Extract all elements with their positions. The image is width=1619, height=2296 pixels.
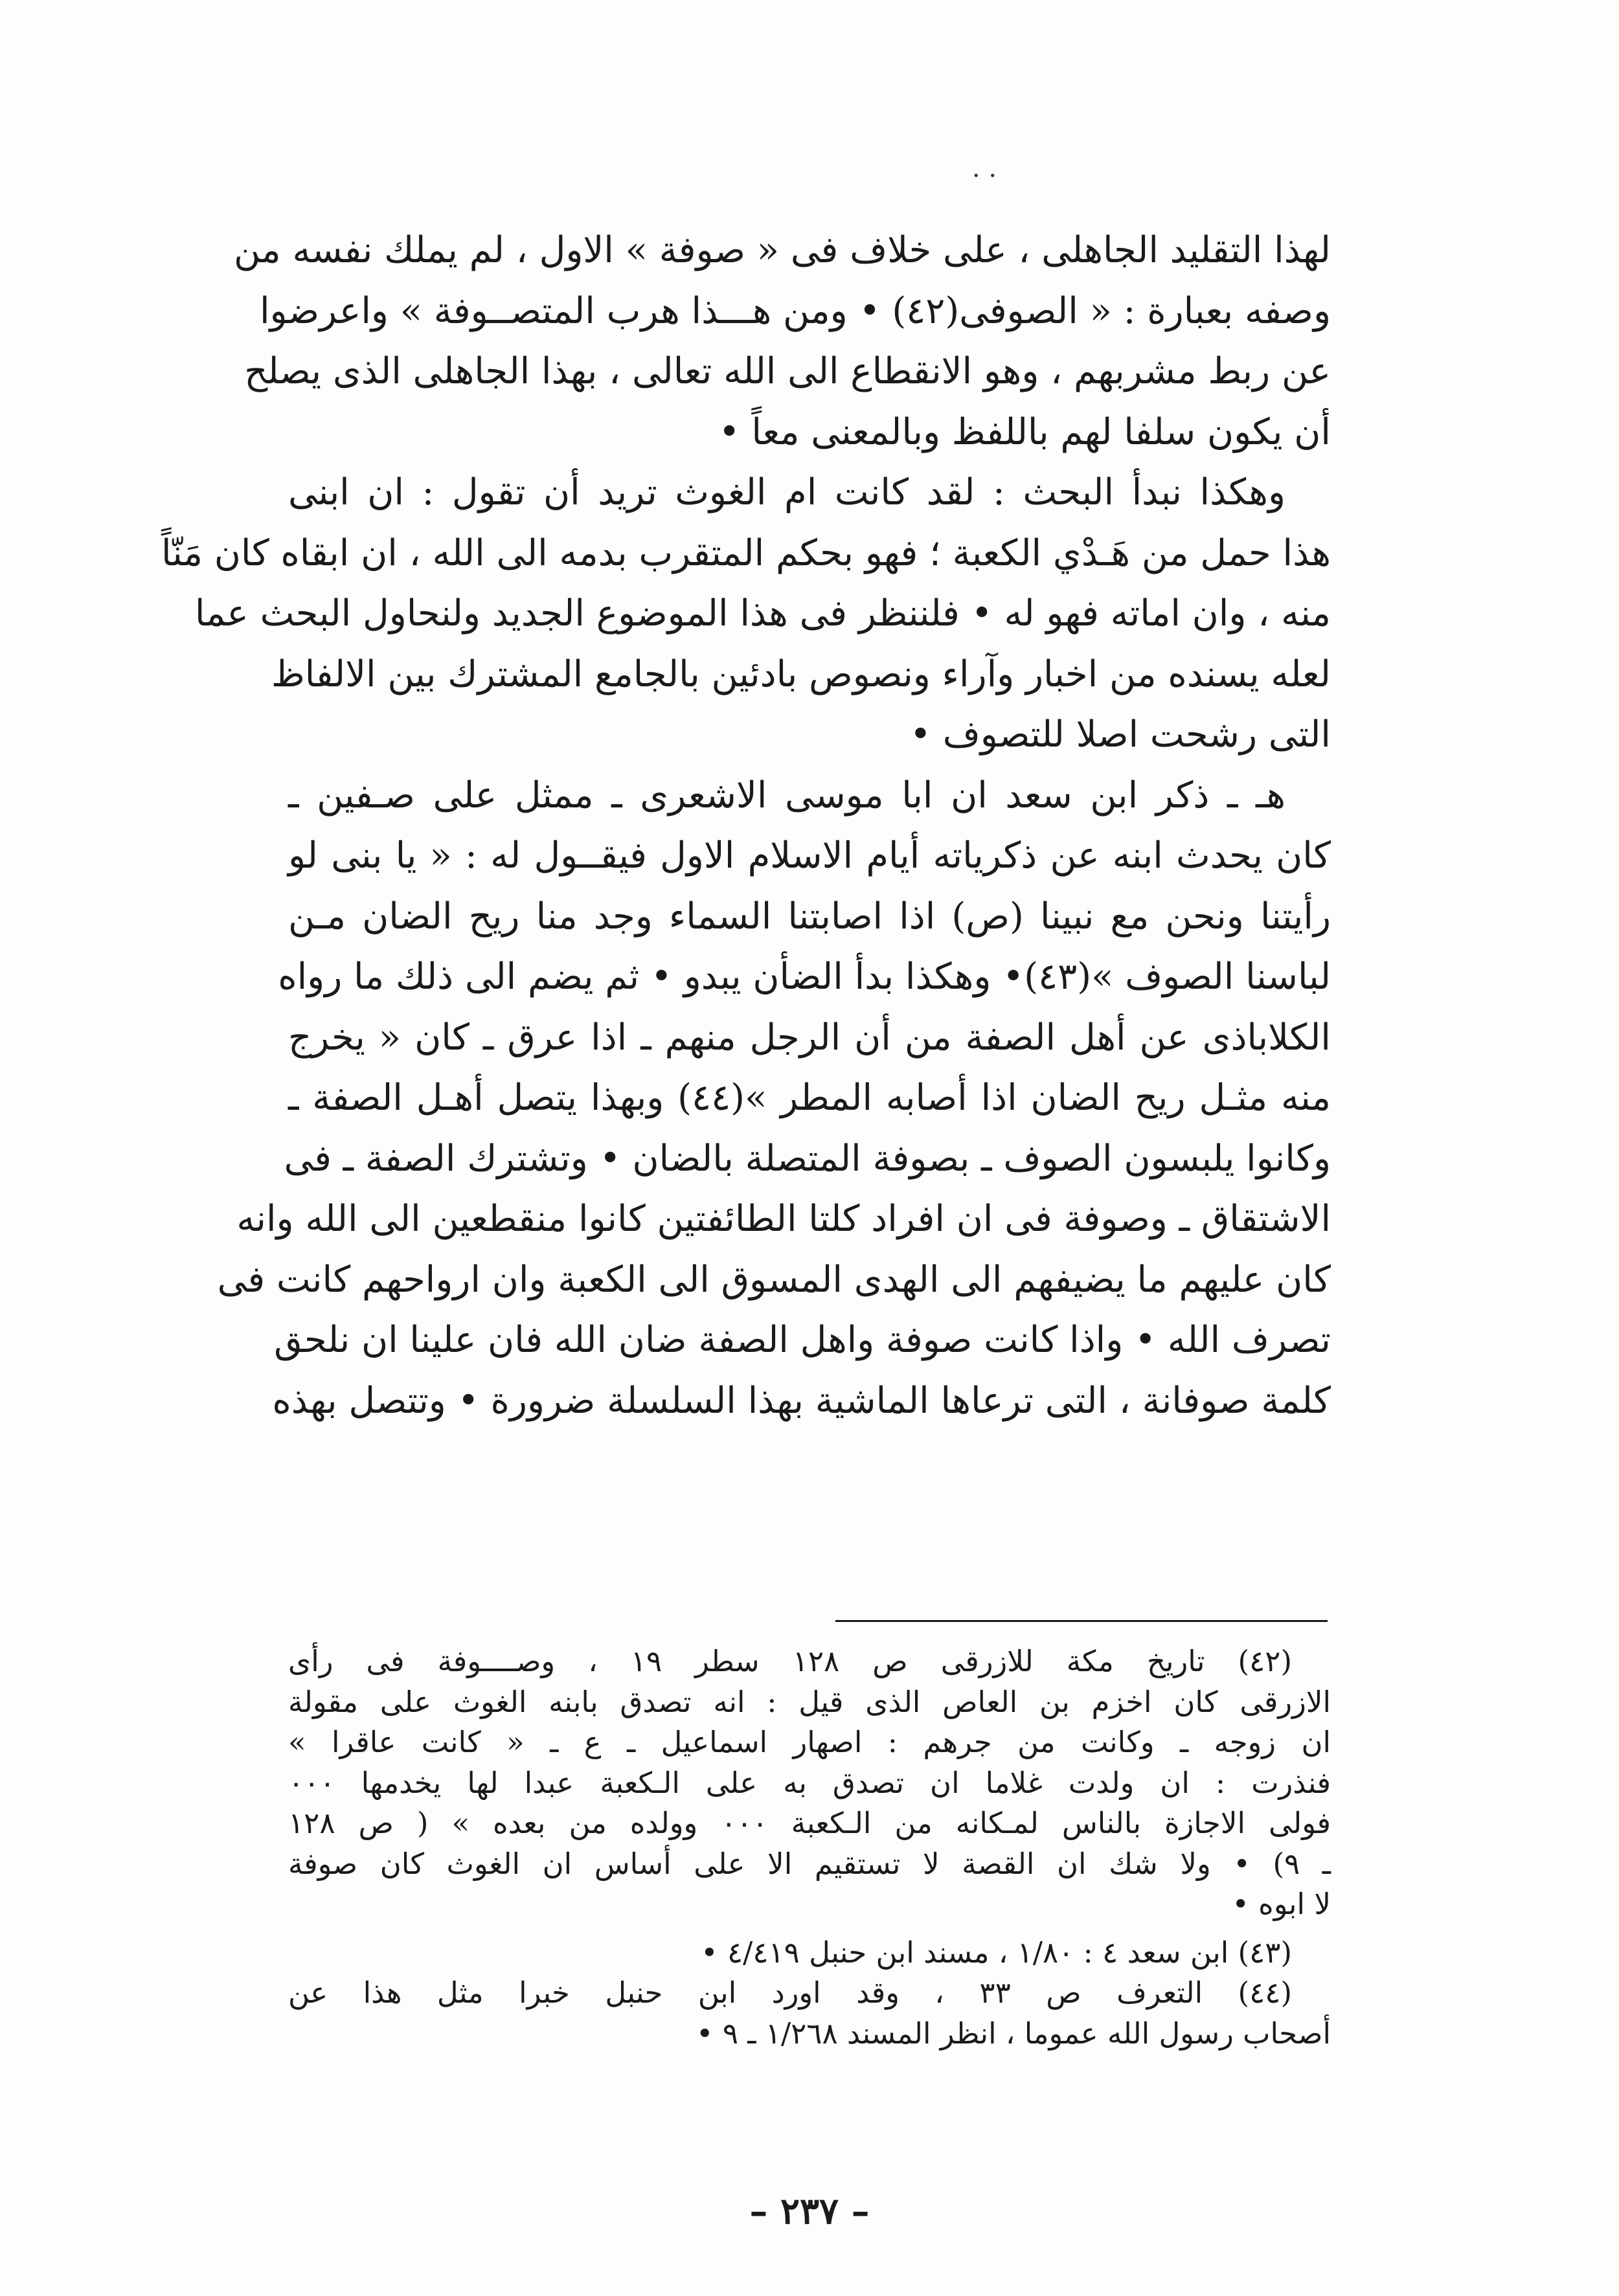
footnote-42-line: فولى الاجازة بالناس لمـكانه من الـكعبة ٠٠٠ وولده من بعده » ( ص ١٢٨ [288,1806,1331,1840]
body-line: الاشتقاق ـ وصوفة فى ان افراد كلتا الطائفتين كانوا منقطعين الى الله وانه [236,1198,1331,1240]
page-number: – ٢٣٧ – [749,2190,870,2233]
body-line: رأيتنا ونحن مع نبينا (ص) اذا اصابتنا السماء وجد منا ريح الضان مـن [288,895,1331,938]
body-line: وكانوا يلبسون الصوف ـ بصوفة المتصلة بالضان • وتشترك الصفة ـ فى [284,1137,1331,1180]
body-line: وهكذا نبدأ البحث : لقد كانت ام الغوث تريد أن تقول : ان ابنى [288,471,1285,513]
body-line: لهذا التقليد الجاهلى ، على خلاف فى « صوفة » الاول ، لم يملك نفسه من [234,229,1331,271]
body-line: منه مثـل ريح الضان اذا أصابه المطر »(٤٤) وبهذا يتصل أهـل الصفة ـ [288,1077,1331,1119]
top-mark: . . [971,153,997,183]
body-line: لعله يسنده من اخبار وآراء ونصوص بادئين بالجامع المشترك بين الالفاظ [271,653,1331,695]
footnote-44-line: أصحاب رسول الله عموما ، انظر المسند ١/٢٦٨ ـ ٩ • [696,2016,1331,2051]
footnote-42-line: لا ابوه • [1232,1887,1331,1921]
body-line: كان يحدث ابنه عن ذكرياته أيام الاسلام الاول فيقــول له : « يا بنى لو [288,835,1331,877]
body-line: لباسنا الصوف »(٤٣)• وهكذا بدأ الضأن يبدو • ثم يضم الى ذلك ما رواه [278,956,1331,998]
body-line: كان عليهم ما يضيفهم الى الهدى المسوق الى الكعبة وان ارواحهم كانت فى [217,1258,1331,1301]
body-line: التى رشحت اصلا للتصوف • [909,714,1331,756]
footnote-42-line: (٤٢) تاريخ مكة للازرقى ص ١٢٨ سطر ١٩ ، وصــــوفة فى رأى [288,1644,1292,1678]
body-line: منه ، وان اماته فهو له • فلننظر فى هذا الموضوع الجديد ولنحاول البحث عما [194,592,1331,635]
body-line: عن ربط مشربهم ، وهو الانقطاع الى الله تعالى ، بهذا الجاهلى الذى يصلح [244,350,1331,392]
footnote-42-line: فنذرت : ان ولدت غلاما ان تصدق به على الـكعبة عبدا لها يخدمها ٠٠٠ [288,1765,1331,1800]
body-line: كلمة صوفانة ، التى ترعاها الماشية بهذا السلسلة ضرورة • وتتصل بهذه [272,1379,1331,1422]
body-line: الكلاباذى عن أهل الصفة من أن الرجل منهم ـ اذا عرق ـ كان « يخرج [288,1016,1331,1059]
footnote-44-line: (٤٤) التعرف ص ٣٣ ، وقد اورد ابن حنبل خبرا مثل هذا عن [288,1975,1292,2010]
body-line: هذا حمل من هَـدْي الكعبة ؛ فهو بحكم المتقرب بدمه الى الله ، ان ابقاه كان مَنّاً [161,532,1331,574]
body-line: هـ ـ ذكر ابن سعد ان ابا موسى الاشعرى ـ ممثل على صـفين ـ [288,774,1285,816]
footnote-42-line: الازرقى كان اخزم بن العاص الذى قيل : انه تصدق بابنه الغوث على مقولة [288,1684,1331,1719]
footnote-43: (٤٣) ابن سعد ٤ : ١/٨٠ ، مسند ابن حنبل ٤/٤١٩ • [701,1935,1292,1970]
footnote-42-line: ان زوجه ـ وكانت من جرهم : اصهار اسماعيل ـ ع ـ « كانت عاقرا » [288,1725,1331,1759]
footnote-divider [835,1620,1328,1622]
footnote-42-line: ـ ٩) • ولا شك ان القصة لا تستقيم الا على أساس ان الغوث كان صوفة [288,1846,1331,1881]
body-line: أن يكون سلفا لهم باللفظ وبالمعنى معاً • [718,411,1331,453]
body-line: تصرف الله • واذا كانت صوفة واهل الصفة ضان الله فان علينا ان نلحق [274,1319,1331,1361]
footnotes [288,1641,1331,2054]
body-text [161,220,1331,1431]
body-line: وصفه بعبارة : « الصوفى(٤٢) • ومن هـــذا هرب المتصــوفة » واعرضوا [259,289,1331,332]
